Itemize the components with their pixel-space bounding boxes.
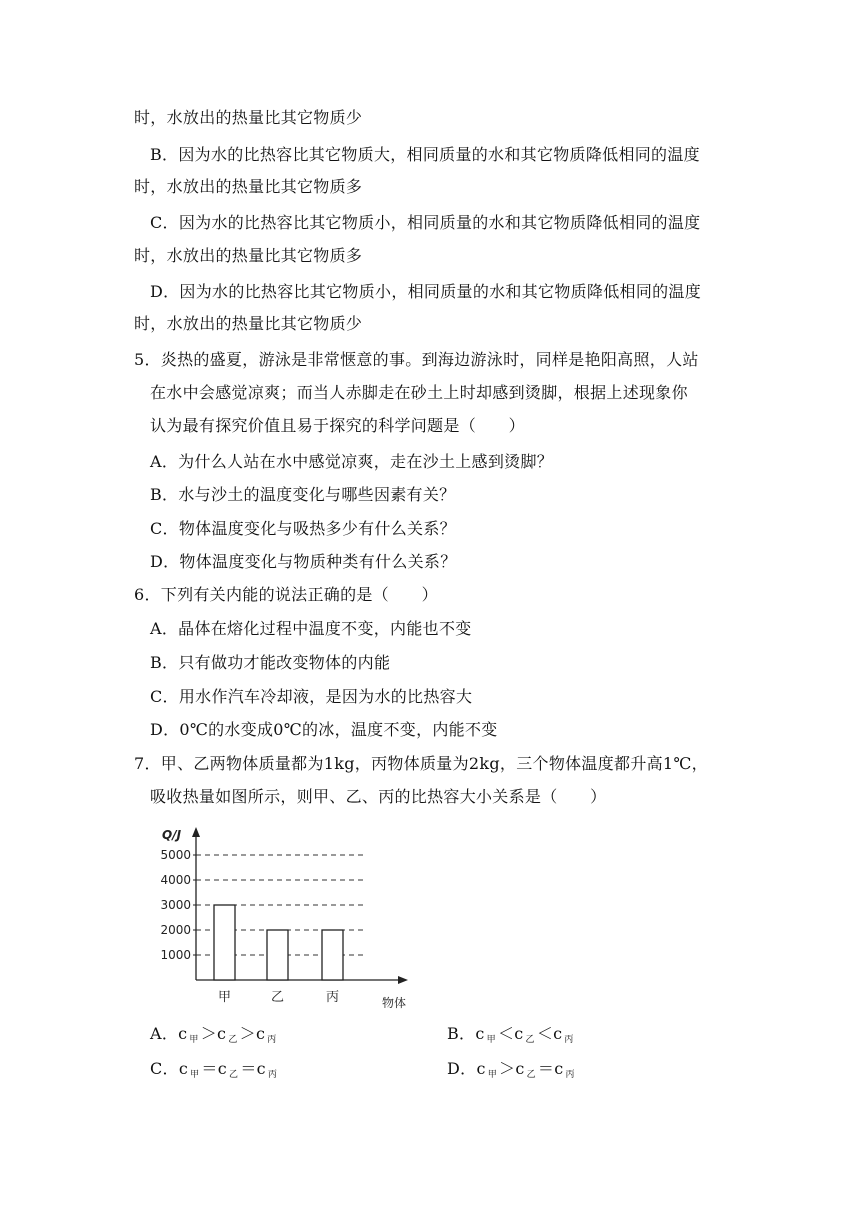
q4-line1: 时，水放出的热量比其它物质少 xyxy=(134,108,363,127)
q7-stem-line2: 吸收热量如图所示，则甲、乙、丙的比热容大小关系是（ ） xyxy=(150,787,607,806)
operator: ＞ xyxy=(239,1024,256,1043)
subscript-yi: 乙 xyxy=(228,1035,238,1045)
bar xyxy=(267,930,288,980)
q7-bar-chart xyxy=(150,825,430,1010)
subscript-jia: 甲 xyxy=(486,1035,496,1045)
subscript-jia: 甲 xyxy=(190,1070,200,1080)
x-axis-label: 物体 xyxy=(382,996,407,1010)
y-tick-label: 3000 xyxy=(160,898,191,912)
q4-option-c-line1: C．因为水的比热容比其它物质小，相同质量的水和其它物质降低相同的温度 xyxy=(150,213,701,232)
subscript-bing: 丙 xyxy=(564,1035,574,1045)
operator: ＝ xyxy=(537,1059,555,1078)
q5-option-a: A．为什么人站在水中感觉凉爽，走在沙土上感到烫脚？ xyxy=(150,452,554,471)
x-tick-label: 丙 xyxy=(325,990,340,1005)
operator: ＞ xyxy=(200,1024,218,1043)
c-symbol: c xyxy=(515,1059,525,1078)
operator: ＜ xyxy=(497,1024,515,1043)
y-axis-arrow xyxy=(192,827,200,837)
operator: ＜ xyxy=(536,1024,554,1043)
q5-stem-line2: 在水中会感觉凉爽；而当人赤脚走在砂土上时却感到烫脚，根据上述现象你 xyxy=(150,383,688,402)
c-symbol: c xyxy=(514,1024,524,1043)
y-tick-label: 4000 xyxy=(160,873,191,887)
q6-stem: 6．下列有关内能的说法正确的是（ ） xyxy=(134,585,438,604)
bar xyxy=(322,930,343,980)
y-tick-label: 5000 xyxy=(160,848,191,862)
q6-option-b: B．只有做功才能改变物体的内能 xyxy=(150,653,391,672)
q6-option-a: A．晶体在熔化过程中温度不变，内能也不变 xyxy=(150,619,472,638)
y-tick-label: 2000 xyxy=(160,923,191,937)
q5-stem-line3: 认为最有探究价值且易于探究的科学问题是（ ） xyxy=(150,416,525,435)
operator: ＝ xyxy=(201,1059,218,1078)
subscript-bing: 丙 xyxy=(267,1035,277,1045)
q7-stem-line1: 7．甲、乙两物体质量都为1kg，丙物体质量为2kg，三个物体温度都升高1℃， xyxy=(134,754,708,773)
q7-option-a xyxy=(150,1023,279,1051)
c-symbol: c xyxy=(476,1059,486,1078)
c-symbol: c xyxy=(554,1059,564,1078)
c-symbol: c xyxy=(217,1059,227,1078)
c-symbol: c xyxy=(553,1024,563,1043)
subscript-jia: 甲 xyxy=(487,1070,498,1080)
subscript-bing: 丙 xyxy=(267,1070,278,1080)
q4-option-b-line1: B．因为水的比热容比其它物质大，相同质量的水和其它物质降低相同的温度 xyxy=(150,145,700,164)
subscript-yi: 乙 xyxy=(525,1035,535,1045)
q6-option-d: D．0℃的水变成0℃的冰，温度不变，内能不变 xyxy=(150,720,498,739)
q5-option-d: D．物体温度变化与物质种类有什么关系？ xyxy=(150,552,457,571)
c-symbol: c xyxy=(178,1024,188,1043)
q7-option-b xyxy=(447,1023,576,1051)
subscript-yi: 乙 xyxy=(229,1070,239,1080)
c-symbol: c xyxy=(256,1059,266,1078)
c-symbol: c xyxy=(217,1024,227,1043)
operator: ＞ xyxy=(499,1059,516,1078)
q7-option-c xyxy=(150,1058,279,1086)
subscript-yi: 乙 xyxy=(526,1070,536,1080)
x-axis-arrow xyxy=(398,976,408,984)
y-axis-label: Q/J xyxy=(162,828,182,842)
c-symbol: c xyxy=(475,1024,485,1043)
option-letter: C． xyxy=(150,1059,179,1078)
q5-stem-line1: 5．炎热的盛夏，游泳是非常惬意的事。到海边游泳时，同样是艳阳高照，人站 xyxy=(134,350,699,369)
option-letter: D． xyxy=(447,1059,477,1078)
bar xyxy=(214,905,235,980)
operator: ＝ xyxy=(240,1059,257,1078)
subscript-jia: 甲 xyxy=(189,1035,199,1045)
q4-option-b-line2: 时，水放出的热量比其它物质多 xyxy=(134,177,363,196)
y-tick-label: 1000 xyxy=(160,948,191,962)
q5-option-c: C．物体温度变化与吸热多少有什么关系？ xyxy=(150,519,456,538)
subscript-bing: 丙 xyxy=(565,1070,575,1080)
q4-option-d-line1: D．因为水的比热容比其它物质小，相同质量的水和其它物质降低相同的温度 xyxy=(150,282,702,301)
x-tick-label: 甲 xyxy=(217,990,232,1005)
x-tick-label: 乙 xyxy=(270,990,285,1005)
q4-option-c-line2: 时，水放出的热量比其它物质多 xyxy=(134,246,363,265)
q7-option-d xyxy=(447,1058,577,1086)
q6-option-c: C．用水作汽车冷却液，是因为水的比热容大 xyxy=(150,687,473,706)
option-letter: A． xyxy=(150,1024,179,1043)
c-symbol: c xyxy=(255,1024,266,1043)
q5-option-b: B．水与沙土的温度变化与哪些因素有关？ xyxy=(150,485,456,504)
q4-option-d-line2: 时，水放出的热量比其它物质少 xyxy=(134,314,363,333)
option-letter: B． xyxy=(447,1024,476,1043)
c-symbol: c xyxy=(178,1059,189,1078)
